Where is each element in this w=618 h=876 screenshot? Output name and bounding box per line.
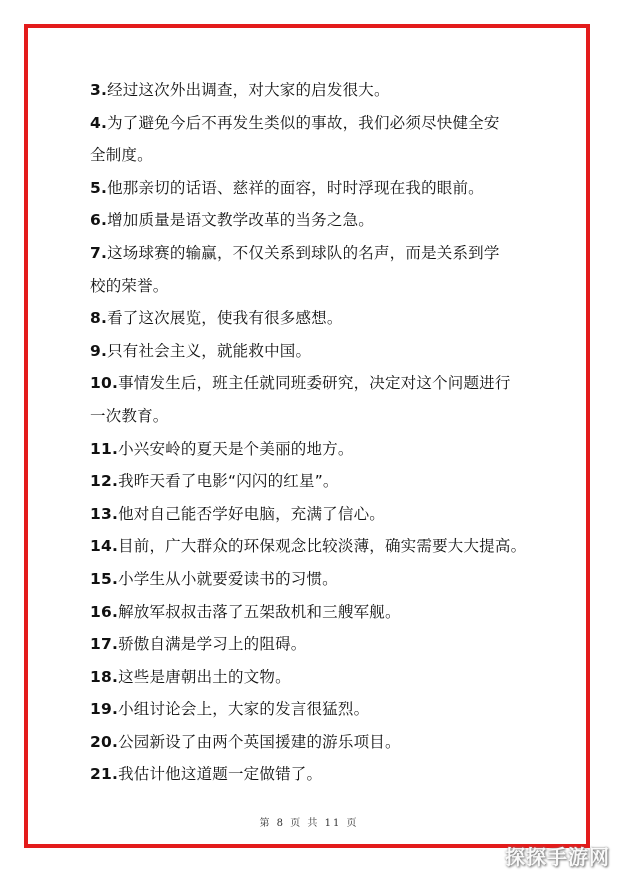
sentence-number: 20. <box>90 732 119 751</box>
sentence-number: 4. <box>90 113 108 132</box>
sentence-line <box>90 465 540 498</box>
sentence-number: 14. <box>90 537 119 556</box>
sentence-number: 17. <box>90 635 119 654</box>
sentence-line <box>90 758 540 791</box>
sentence-line <box>90 367 540 400</box>
sentence-number: 6. <box>90 211 108 230</box>
sentence-line <box>90 693 540 726</box>
sentence-line <box>90 563 540 596</box>
sentence-number: 16. <box>90 602 119 621</box>
sentence-line <box>90 530 540 563</box>
sentence-text: 解放军叔叔击落了五架敌机和三艘军舰。 <box>118 602 401 621</box>
sentence-line <box>90 726 540 759</box>
sentence-text: 全制度。 <box>90 146 153 165</box>
sentence-text: 为了避免今后不再发生类似的事故，我们必须尽快健全安 <box>107 113 500 132</box>
sentence-line <box>90 498 540 531</box>
sentence-text: 我昨天看了电影“闪闪的红星”。 <box>118 472 339 491</box>
sentence-text: 事情发生后，班主任就同班委研究，决定对这个问题进行 <box>118 374 511 393</box>
page-number-footer: 第 8 页 共 11 页 <box>259 818 359 829</box>
sentence-number: 10. <box>90 374 119 393</box>
sentence-number: 8. <box>90 309 108 328</box>
sentence-text: 经过这次外出调查，对大家的启发很大。 <box>107 81 390 99</box>
sentence-number: 15. <box>90 569 119 588</box>
sentence-number: 7. <box>90 243 108 262</box>
sentence-line-continuation <box>90 139 540 172</box>
sentence-text: 这场球赛的输赢，不仅关系到球队的名声，而是关系到学 <box>107 243 500 262</box>
document-body <box>90 74 540 791</box>
sentence-line <box>90 74 540 107</box>
sentence-number: 19. <box>90 700 119 719</box>
sentence-line <box>90 661 540 694</box>
sentence-line <box>90 335 540 368</box>
sentence-line <box>90 237 540 270</box>
sentence-line-continuation <box>90 270 540 303</box>
sentence-line <box>90 596 540 629</box>
sentence-text: 骄傲自满是学习上的阻碍。 <box>118 635 307 654</box>
sentence-text: 小学生从小就要爱读书的习惯。 <box>118 569 338 588</box>
watermark-logo: 探探手游网 <box>505 845 610 869</box>
sentence-line <box>90 433 540 466</box>
sentence-number: 3. <box>90 81 108 99</box>
sentence-line <box>90 302 540 335</box>
sentence-text: 他那亲切的话语、慈祥的面容，时时浮现在我的眼前。 <box>107 178 484 197</box>
sentence-number: 21. <box>90 765 119 784</box>
sentence-text: 增加质量是语文教学改革的当务之急。 <box>107 211 374 230</box>
sentence-line <box>90 107 540 140</box>
sentence-text: 他对自己能否学好电脑，充满了信心。 <box>118 504 385 523</box>
sentence-line <box>90 172 540 205</box>
sentence-text: 只有社会主义，就能救中国。 <box>107 341 312 360</box>
sentence-number: 18. <box>90 667 119 686</box>
sentence-number: 13. <box>90 504 119 523</box>
sentence-text: 小组讨论会上，大家的发言很猛烈。 <box>118 700 370 719</box>
sentence-text: 公园新设了由两个英国援建的游乐项目。 <box>118 732 401 751</box>
sentence-number: 11. <box>90 439 119 458</box>
sentence-text: 目前，广大群众的环保观念比较淡薄，确实需要大大提高。 <box>118 537 527 556</box>
sentence-number: 5. <box>90 178 108 197</box>
sentence-number: 9. <box>90 341 108 360</box>
sentence-line <box>90 628 540 661</box>
sentence-number: 12. <box>90 472 119 491</box>
sentence-line-continuation <box>90 400 540 433</box>
sentence-text: 我估计他这道题一定做错了。 <box>118 765 323 784</box>
sentence-text: 校的荣誉。 <box>90 276 169 295</box>
sentence-text: 小兴安岭的夏天是个美丽的地方。 <box>118 439 354 458</box>
sentence-text: 一次教育。 <box>90 406 169 425</box>
sentence-line <box>90 204 540 237</box>
sentence-text: 这些是唐朝出土的文物。 <box>118 667 291 686</box>
sentence-text: 看了这次展览，使我有很多感想。 <box>107 309 343 328</box>
